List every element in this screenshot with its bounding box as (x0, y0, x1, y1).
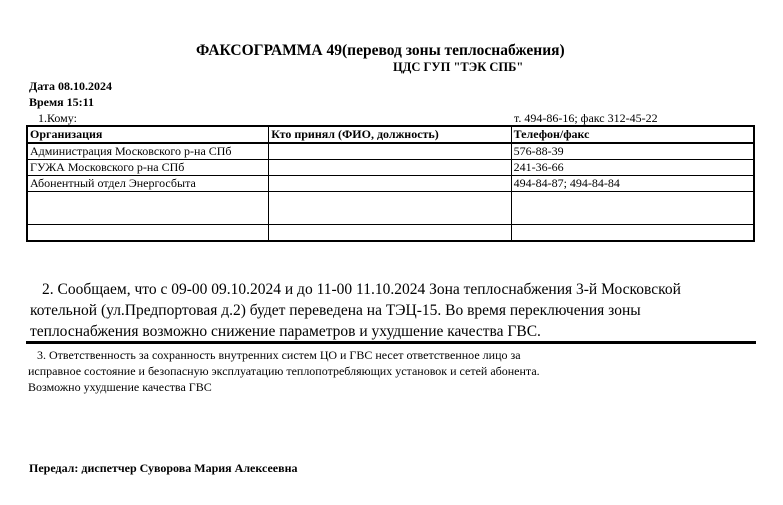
cell-phone-fax: 576-88-39 (511, 143, 754, 160)
paragraph-2 (30, 279, 760, 342)
paragraph-3-line: Возможно ухудшение качества ГВС (28, 380, 212, 394)
to-label: 1.Кому: (38, 111, 77, 125)
cell-received-by (269, 160, 511, 176)
paragraph-3-line: 3. Ответственность за сохранность внутренних систем ЦО и ГВС несет ответственное лицо за (37, 348, 521, 362)
cell-organization (27, 192, 269, 225)
table-row (27, 160, 754, 176)
column-header-phone-fax: Телефон/факс (511, 126, 754, 143)
cell-organization: ГУЖА Московского р-на СПб (27, 160, 269, 176)
cell-phone-fax: 494-84-87; 494-84-84 (511, 176, 754, 192)
paragraph-3 (28, 347, 758, 395)
column-header-organization: Организация (27, 126, 269, 143)
cell-received-by (269, 176, 511, 192)
document-subtitle: ЦДС ГУП "ТЭК СПБ" (393, 60, 524, 74)
cell-phone-fax (511, 192, 754, 225)
paragraph-3-line: исправное состояние и безопасную эксплуатацию теплопотребляющих установок и сетей абонента. (28, 364, 540, 378)
recipients-table (26, 125, 755, 242)
table-row (27, 225, 754, 242)
section-divider (26, 341, 756, 344)
cell-received-by (269, 192, 511, 225)
date-label: Дата 08.10.2024 (29, 79, 112, 93)
document-title: ФАКСОГРАММА 49(перевод зоны теплоснабжения) (196, 42, 565, 59)
paragraph-2-line: теплоснабжения возможно снижение параметров и ухудшение качества ГВС. (30, 323, 541, 340)
time-label: Время 15:11 (29, 95, 95, 109)
cell-phone-fax: 241-36-66 (511, 160, 754, 176)
sender-signature: Передал: диспетчер Суворова Мария Алексеевна (29, 461, 298, 475)
table-row (27, 192, 754, 225)
table-header-row (27, 126, 754, 143)
sender-contacts: т. 494-86-16; факс 312-45-22 (514, 111, 658, 125)
cell-received-by (269, 143, 511, 160)
table-row (27, 143, 754, 160)
paragraph-2-line: 2. Сообщаем, что с 09-00 09.10.2024 и до 11-00 11.10.2024 Зона теплоснабжения 3-й Московской (42, 281, 681, 298)
column-header-received-by: Кто принял (ФИО, должность) (269, 126, 511, 143)
table-row (27, 176, 754, 192)
cell-organization: Администрация Московского р-на СПб (27, 143, 269, 160)
cell-organization: Абонентный отдел Энергосбыта (27, 176, 269, 192)
cell-phone-fax (511, 225, 754, 242)
cell-organization (27, 225, 269, 242)
cell-received-by (269, 225, 511, 242)
paragraph-2-line: котельной (ул.Предпортовая д.2) будет переведена на ТЭЦ-15. Во время переключения зоны (30, 302, 641, 319)
